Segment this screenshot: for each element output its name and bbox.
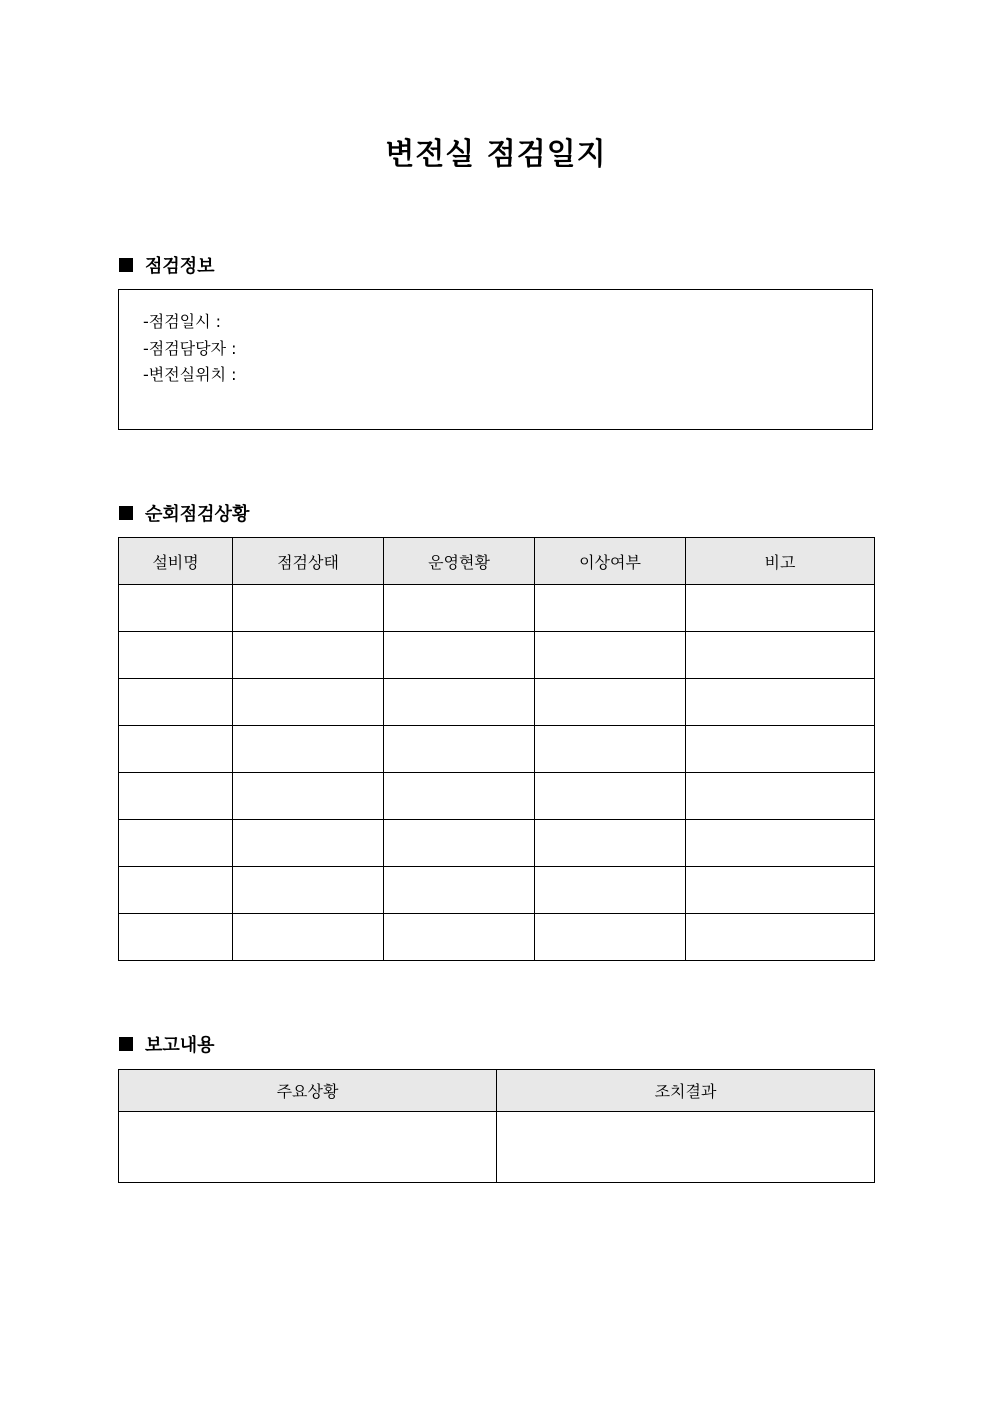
table-cell[interactable] [384, 726, 535, 773]
inspection-info-box [118, 289, 873, 430]
table-cell[interactable] [535, 867, 686, 914]
table-cell[interactable] [384, 679, 535, 726]
table-cell[interactable] [535, 632, 686, 679]
table-cell[interactable] [384, 632, 535, 679]
column-header-remarks: 비고 [686, 538, 875, 585]
table-row [119, 820, 875, 867]
section-heading-label: 순회점검상황 [145, 504, 250, 525]
table-row [119, 773, 875, 820]
square-bullet-icon [119, 1037, 133, 1051]
column-header-main-situation: 주요상황 [119, 1070, 497, 1112]
substation-location-field[interactable]: -변전실위치 : [143, 365, 237, 384]
table-cell[interactable] [686, 585, 875, 632]
document-title: 변전실 점검일지 [385, 137, 607, 172]
table-row [119, 585, 875, 632]
table-row [119, 632, 875, 679]
table-cell[interactable] [535, 679, 686, 726]
table-cell[interactable] [119, 679, 233, 726]
table-cell[interactable] [535, 585, 686, 632]
section-heading-info [119, 253, 215, 277]
table-cell[interactable] [119, 1112, 497, 1183]
square-bullet-icon [119, 506, 133, 520]
table-cell[interactable] [119, 726, 233, 773]
table-cell[interactable] [535, 914, 686, 961]
patrol-inspection-table [118, 537, 875, 961]
section-heading-report [119, 1032, 215, 1056]
table-header-row [119, 538, 875, 585]
table-cell[interactable] [119, 867, 233, 914]
table-cell[interactable] [119, 914, 233, 961]
column-header-operation-status: 운영현황 [384, 538, 535, 585]
table-cell[interactable] [497, 1112, 875, 1183]
table-row [119, 914, 875, 961]
table-cell[interactable] [233, 585, 384, 632]
table-cell[interactable] [686, 867, 875, 914]
table-cell[interactable] [233, 773, 384, 820]
table-cell[interactable] [384, 585, 535, 632]
table-cell[interactable] [233, 914, 384, 961]
table-cell[interactable] [686, 726, 875, 773]
table-cell[interactable] [686, 679, 875, 726]
table-cell[interactable] [233, 726, 384, 773]
section-heading-label: 보고내용 [145, 1035, 215, 1056]
table-cell[interactable] [686, 914, 875, 961]
table-cell[interactable] [119, 585, 233, 632]
column-header-inspection-status: 점검상태 [233, 538, 384, 585]
table-cell[interactable] [233, 820, 384, 867]
inspection-date-field[interactable]: -점검일시 : [143, 312, 222, 331]
square-bullet-icon [119, 258, 133, 272]
table-header-row [119, 1070, 875, 1112]
table-row [119, 726, 875, 773]
table-row [119, 867, 875, 914]
table-cell[interactable] [686, 773, 875, 820]
table-row [119, 1112, 875, 1183]
column-header-equipment: 설비명 [119, 538, 233, 585]
table-cell[interactable] [535, 820, 686, 867]
report-table [118, 1069, 875, 1183]
table-cell[interactable] [233, 867, 384, 914]
table-cell[interactable] [119, 632, 233, 679]
section-heading-patrol [119, 501, 249, 525]
column-header-action-result: 조치결과 [497, 1070, 875, 1112]
section-heading-label: 점검정보 [145, 256, 215, 277]
table-cell[interactable] [384, 820, 535, 867]
table-cell[interactable] [535, 773, 686, 820]
table-cell[interactable] [384, 773, 535, 820]
table-cell[interactable] [233, 632, 384, 679]
table-cell[interactable] [686, 632, 875, 679]
table-row [119, 679, 875, 726]
column-header-abnormality: 이상여부 [535, 538, 686, 585]
table-cell[interactable] [119, 773, 233, 820]
table-cell[interactable] [384, 914, 535, 961]
table-cell[interactable] [686, 820, 875, 867]
inspector-field[interactable]: -점검담당자 : [143, 338, 237, 358]
table-cell[interactable] [535, 726, 686, 773]
table-cell[interactable] [119, 820, 233, 867]
table-cell[interactable] [384, 867, 535, 914]
table-cell[interactable] [233, 679, 384, 726]
